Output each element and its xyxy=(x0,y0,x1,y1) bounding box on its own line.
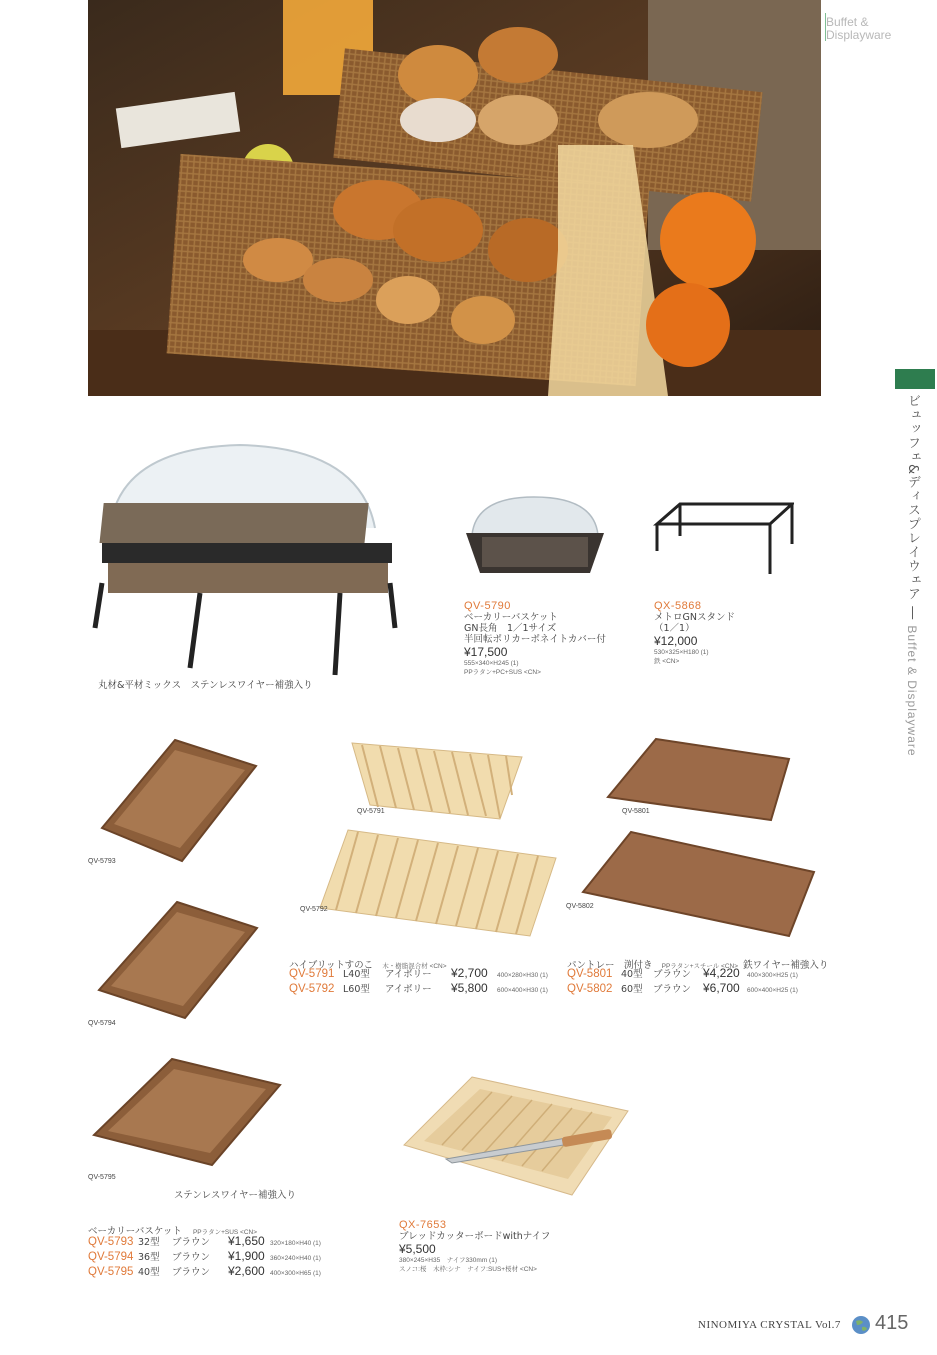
qv-5790-code: QV-5790 xyxy=(464,600,511,612)
side-title-jp: ビュッフェ&ディスプレイウェア xyxy=(905,394,920,602)
qv-5794-basket-image xyxy=(97,900,259,1020)
sunoko-row-color: アイボリー xyxy=(385,969,432,980)
category-line-2: Displayware xyxy=(826,28,892,42)
qv-5792-sunoko-image xyxy=(318,828,558,938)
side-title-en: Buffet & Displayware xyxy=(905,625,919,757)
qv-5790-info xyxy=(464,600,634,677)
pantray-note: 鉄ワイヤー補強入り xyxy=(743,960,829,971)
pantray-title: パントレー 渕付き xyxy=(567,960,653,971)
qv-5790-material: PPラタン+PC+SUS <CN> xyxy=(464,669,541,676)
sunoko-row-price: ¥5,800 xyxy=(451,981,488,995)
qv-5793-basket-image xyxy=(100,738,258,863)
qv-5792-label: QV-5792 xyxy=(300,906,328,913)
bakery-row-size: 32型 xyxy=(138,1237,160,1248)
pantray-row-dims: 600×400×H25 (1) xyxy=(747,987,798,994)
qv-5794-label: QV-5794 xyxy=(88,1020,116,1027)
qv-5795-basket-image xyxy=(92,1057,282,1167)
sunoko-row-price: ¥2,700 xyxy=(451,966,488,980)
sunoko-row-size: L40型 xyxy=(343,969,370,980)
qx-7653-dims: 380×245×H35 ナイフ330mm (1) xyxy=(399,1257,497,1264)
bakery-material: PPラタン+SUS <CN> xyxy=(192,1229,258,1236)
bakery-row-code: QV-5795 xyxy=(88,1266,134,1278)
footer-brand: NINOMIYA CRYSTAL Vol.7 xyxy=(698,1319,841,1331)
qv-5802-label: QV-5802 xyxy=(566,903,594,910)
pantray-row-price: ¥4,220 xyxy=(703,966,740,980)
qx-5868-material: 鉄 <CN> xyxy=(654,658,680,665)
sunoko-row-size: L60型 xyxy=(343,984,370,995)
qx-7653-price: ¥5,500 xyxy=(399,1242,436,1256)
page-number: 415 xyxy=(875,1312,909,1334)
pantray-row-price: ¥6,700 xyxy=(703,981,740,995)
qx-7653-name: ブレッドカッターボードwithナイフ xyxy=(399,1231,551,1242)
qv-5790-size: GN長角 1／1サイズ xyxy=(464,623,557,634)
pantray-row-color: ブラウン xyxy=(653,984,692,995)
qv-5793-label: QV-5793 xyxy=(88,858,116,865)
globe-icon xyxy=(851,1315,871,1335)
bakery-row-price: ¥2,600 xyxy=(228,1264,265,1278)
pantray-row-size: 40型 xyxy=(621,969,643,980)
category-label xyxy=(826,16,891,42)
bakery-row-2 xyxy=(88,1249,321,1263)
qx-5868-size: （1／1） xyxy=(654,623,695,634)
pantray-material: PPラタン+スチール <CN> xyxy=(661,963,739,970)
qv-5801-label: QV-5801 xyxy=(622,808,650,815)
bakery-row-dims: 400×300×H65 (1) xyxy=(270,1270,321,1277)
qx-7653-code: QX-7653 xyxy=(399,1219,447,1231)
side-title-separator: ― xyxy=(905,601,920,626)
qx-5868-info xyxy=(654,600,814,666)
bakery-row-code: QV-5794 xyxy=(88,1251,134,1263)
wire-caption: ステンレスワイヤー補強入り xyxy=(174,1190,297,1201)
sunoko-row-2 xyxy=(289,981,548,995)
pantray-row-size: 60型 xyxy=(621,984,643,995)
qx-5868-price: ¥12,000 xyxy=(654,634,698,648)
qx-5868-dims: 530×325×H180 (1) xyxy=(654,649,709,656)
basket-with-cover-on-stand-image xyxy=(90,443,400,681)
qx-5868-code: QX-5868 xyxy=(654,600,702,612)
side-section-title xyxy=(903,394,922,757)
bakery-row-code: QV-5793 xyxy=(88,1236,134,1248)
qv-5790-dims: 555×340×H245 (1) xyxy=(464,660,519,667)
sunoko-row-1 xyxy=(289,966,548,980)
sunoko-row-dims: 400×280×H30 (1) xyxy=(497,972,548,979)
bakery-row-color: ブラウン xyxy=(172,1237,211,1248)
bakery-row-color: ブラウン xyxy=(172,1252,211,1263)
qx-7653-board-image xyxy=(402,1075,630,1197)
qv-5791-label: QV-5791 xyxy=(357,808,385,815)
sunoko-row-code: QV-5792 xyxy=(289,983,335,995)
bakery-row-size: 36型 xyxy=(138,1252,160,1263)
bakery-title: ベーカリーバスケット xyxy=(88,1226,182,1237)
pantray-row-1 xyxy=(567,966,798,980)
sunoko-title: ハイブリットすのこ xyxy=(289,960,374,971)
qv-5790-image xyxy=(464,495,606,580)
bakery-row-color: ブラウン xyxy=(172,1267,211,1278)
sunoko-row-dims: 600×400×H30 (1) xyxy=(497,987,548,994)
sunoko-row-color: アイボリー xyxy=(385,984,432,995)
bakery-row-price: ¥1,650 xyxy=(228,1234,265,1248)
qx-7653-material: スノコ:桜 木枠:シナ ナイフ:SUS+桜材 <CN> xyxy=(399,1266,537,1273)
bakery-row-1 xyxy=(88,1234,321,1248)
qx-5868-name: メトロGNスタンド xyxy=(654,612,735,623)
bakery-row-dims: 320×180×H40 (1) xyxy=(270,1240,321,1247)
pantray-row-2 xyxy=(567,981,798,995)
category-line-1: Buffet & xyxy=(826,15,869,29)
section-tab xyxy=(895,369,935,389)
pantray-row-code: QV-5801 xyxy=(567,968,613,980)
bakery-row-3 xyxy=(88,1264,321,1278)
pantray-row-dims: 400×300×H25 (1) xyxy=(747,972,798,979)
sunoko-row-code: QV-5791 xyxy=(289,968,335,980)
sunoko-material: 木・樹脂混合材 <CN> xyxy=(382,963,447,970)
qv-5802-tray-image xyxy=(581,830,816,938)
qx-7653-info xyxy=(399,1219,599,1274)
qx-5868-stand-image xyxy=(652,496,794,578)
hero-photo xyxy=(88,0,821,396)
pantray-row-color: ブラウン xyxy=(653,969,692,980)
bakery-row-price: ¥1,900 xyxy=(228,1249,265,1263)
pantray-row-code: QV-5802 xyxy=(567,983,613,995)
bakery-row-dims: 360×240×H40 (1) xyxy=(270,1255,321,1262)
qv-5790-name: ベーカリーバスケット xyxy=(464,612,558,623)
qv-5795-label: QV-5795 xyxy=(88,1174,116,1181)
combo-caption: 丸材&平材ミックス ステンレスワイヤー補強入り xyxy=(98,680,313,691)
bakery-row-size: 40型 xyxy=(138,1267,160,1278)
qv-5790-feature: 半回転ポリカーボネイトカバー付 xyxy=(464,634,606,645)
qv-5790-price: ¥17,500 xyxy=(464,645,508,659)
